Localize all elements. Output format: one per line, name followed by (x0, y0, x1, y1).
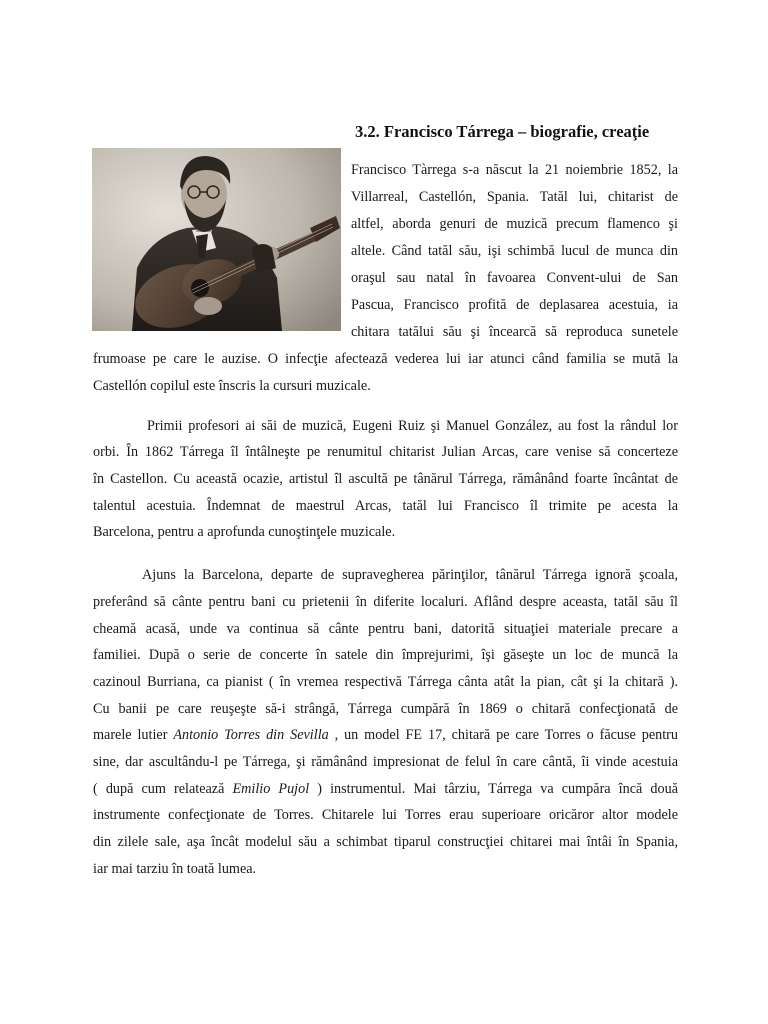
paragraph-1-line: chitara tatălui său şi încearcă să reproduca sunetele (351, 324, 678, 340)
text-run: ( după cum relatează (93, 781, 233, 797)
paragraph-1-line: Pascua, Francisco profită de deplasarea acestuia, ia (351, 297, 678, 313)
section-heading: 3.2. Francisco Tárrega – biografie, creaţie (355, 122, 650, 141)
paragraph-3-line: sine, dar ascultându-l pe Tárrega, şi rămânând impresionat de felul în care cântă, îi vinde acestuia (93, 754, 678, 770)
paragraph-1-line: altele. Când tatăl său, işi schimbă lucul de munca din (351, 243, 678, 259)
text-run: marele lutier (93, 727, 174, 743)
italic-name-pujol: Emilio Pujol (232, 781, 310, 797)
paragraph-2-line: Barcelona, pentru a aprofunda cunoştinţele muzicale. (93, 524, 396, 540)
paragraph-3-line: din zilele sale, aşa încât modelul său a schimbat tiparul construcţiei chitarei mai întâi în Spania, (93, 834, 678, 850)
paragraph-3-line: cazinoul Burriana, ca pianist ( în vremea respectivă Tárrega cânta atât la pian, cât şi la chitară ). (93, 674, 678, 690)
paragraph-2-line: orbi. În 1862 Tárrega îl întâlneşte pe renumitul chitarist Julian Arcas, care venise să concerteze (93, 444, 678, 460)
paragraph-1-line: Castellón copilul este înscris la cursuri muzicale. (93, 378, 371, 394)
text-run: , un model FE 17, chitară pe care Torres o făcuse pentru (328, 727, 678, 743)
paragraph-3-line (93, 780, 678, 798)
paragraph-3-line: familiei. După o serie de concerte în satele din împrejurimi, îşi găseşte un loc de muncă la (93, 647, 678, 663)
paragraph-1-line: oraşul sau natal în favoarea Convent-ului de San (351, 270, 678, 286)
paragraph-1-line: Francisco Tàrrega s-a născut la 21 noiembrie 1852, la (351, 162, 678, 178)
guitarist-portrait-photo (92, 148, 341, 331)
paragraph-3-line: Cu banii pe care reuşeşte să-i strângă, Tárrega cumpără în 1869 o chitară confecţionată de (93, 701, 678, 717)
paragraph-3-line: cheamă acasă, unde va continua să cânte pentru bani, datorită situaţiei materiale precare a (93, 621, 678, 637)
paragraph-3-line: preferând să cânte pentru bani cu prietenii în diferite localuri. Aflând despre aceasta, tatăl său îl (93, 594, 678, 610)
paragraph-3-line: instrumente confecţionate de Torres. Chitarele lui Torres erau superioare oricăror altor modele (93, 807, 678, 823)
text-run: ) instrumentul. Mai târziu, Tárrega va cumpăra încă două (309, 781, 678, 797)
paragraph-2-line: în Castellon. Cu această ocazie, artistul îl ascultă pe tânărul Tárrega, rămânând foarte încântat de (93, 471, 678, 487)
paragraph-3-line: iar mai tarziu în toată lumea. (93, 861, 257, 877)
paragraph-3-line: Ajuns la Barcelona, departe de supravegherea părinţilor, tânărul Tárrega ignoră şcoala, (142, 567, 678, 583)
paragraph-1-line: altfel, aborda genuri de muzică precum flamenco şi (351, 216, 678, 232)
portrait-image (92, 148, 341, 331)
italic-name-torres: Antonio Torres din Sevilla (173, 727, 329, 743)
paragraph-1-line: Villarreal, Castellón, Spania. Tatăl lui, chitarist de (351, 189, 678, 205)
paragraph-3-line (93, 726, 678, 744)
paragraph-1-line: frumoase pe care le auzise. O infecţie afectează vederea lui iar atunci când familia se mută la (93, 351, 678, 367)
paragraph-2-line: talentul acestuia. Îndemnat de maestrul Arcas, tatăl lui Francisco îl trimite pe acesta la (93, 498, 678, 514)
paragraph-2-line: Primii profesori ai săi de muzică, Eugeni Ruiz şi Manuel González, au fost la rândul lor (147, 418, 678, 434)
